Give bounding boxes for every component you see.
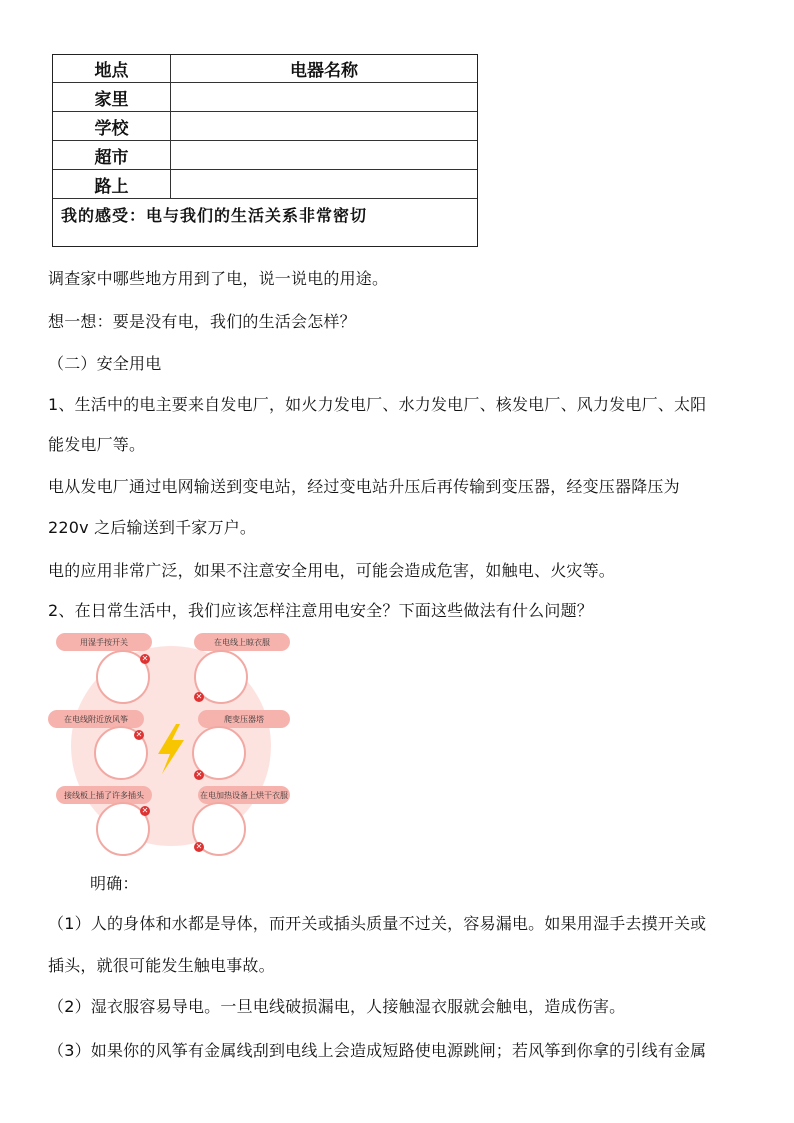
wrong-mark-icon: ✕: [141, 806, 149, 815]
label-pill: 爬变压器塔: [198, 710, 290, 728]
paragraph: 明确：: [90, 874, 139, 893]
row-place: 超市: [53, 141, 171, 169]
paragraph: 2、在日常生活中，我们应该怎样注意用电安全？下面这些做法有什么问题？: [48, 601, 593, 620]
label-pill: 用湿手按开关: [56, 633, 152, 651]
row-appliance-cell[interactable]: [171, 83, 477, 111]
row-place: 学校: [53, 112, 171, 140]
wrong-mark-icon: ✕: [195, 842, 203, 851]
row-place: 路上: [53, 170, 171, 198]
row-place: 家里: [53, 83, 171, 111]
safety-illustration: [48, 630, 294, 862]
paragraph: 电从发电厂通过电网输送到变电站，经过变电站升压后再传输到变压器，经变压器降压为: [48, 477, 680, 496]
table-row: [53, 112, 477, 141]
paragraph: 想一想：要是没有电，我们的生活会怎样？: [48, 312, 356, 331]
wrong-mark-icon: ✕: [141, 654, 149, 663]
table-row: [53, 141, 477, 170]
label-pill: 在电线上晾衣服: [194, 633, 290, 651]
wrong-mark-icon: ✕: [195, 770, 203, 779]
paragraph: 插头，就很可能发生触电事故。: [48, 956, 275, 975]
header-appliance: 电器名称: [290, 61, 358, 81]
paragraph: （1）人的身体和水都是导体，而开关或插头质量不过关，容易漏电。如果用湿手去摸开关或: [48, 914, 707, 933]
feeling-text: 我的感受：电与我们的生活关系非常密切: [61, 206, 368, 225]
paragraph: 能发电厂等。: [48, 435, 146, 454]
table-row: [53, 170, 477, 199]
paragraph: （2）湿衣服容易导电。一旦电线破损漏电，人接触湿衣服就会触电，造成伤害。: [48, 997, 626, 1016]
wrong-mark-icon: ✕: [195, 692, 203, 701]
table-header-row: [53, 55, 477, 83]
label-pill: 在电线附近放风筝: [48, 710, 144, 728]
survey-table: [52, 54, 478, 247]
row-appliance-cell[interactable]: [171, 141, 477, 169]
paragraph: （3）如果你的风筝有金属线刮到电线上会造成短路使电源跳闸；若风筝到你拿的引线有金属: [48, 1041, 707, 1060]
paragraph: 1、生活中的电主要来自发电厂，如火力发电厂、水力发电厂、核发电厂、风力发电厂、太阳: [48, 395, 707, 414]
row-appliance-cell[interactable]: [171, 112, 477, 140]
label-pill: 接线板上插了许多插头: [56, 786, 152, 804]
paragraph: 调查家中哪些地方用到了电，说一说电的用途。: [48, 269, 389, 288]
header-place: 地点: [53, 55, 171, 82]
label-pill: 在电加热设备上烘干衣服: [198, 786, 290, 804]
row-appliance-cell[interactable]: [171, 170, 477, 198]
table-row: [53, 83, 477, 112]
section-heading: （二）安全用电: [48, 354, 162, 373]
paragraph: 220v 之后输送到千家万户。: [48, 518, 257, 537]
wrong-mark-icon: ✕: [135, 730, 143, 739]
paragraph: 电的应用非常广泛，如果不注意安全用电，可能会造成危害，如触电、火灾等。: [48, 561, 616, 580]
illustration-background: [48, 630, 294, 862]
